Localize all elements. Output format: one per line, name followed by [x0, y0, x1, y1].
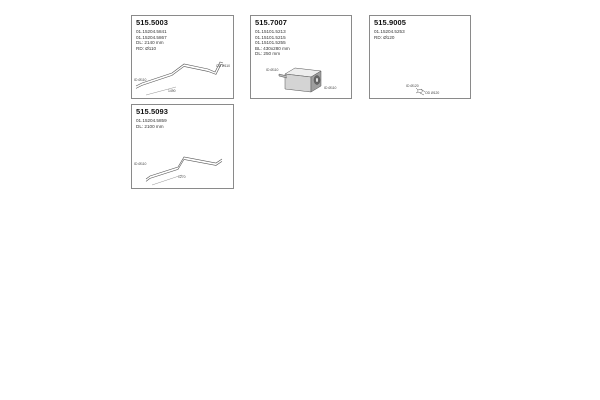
- oem-number: 01.15101.5213: [255, 29, 286, 34]
- length-spec: DL: 250 mm: [255, 51, 281, 57]
- length-label: 1270: [178, 175, 186, 179]
- oem-number: 01.15101.5215: [255, 34, 286, 40]
- part-number: 515.7007: [255, 18, 288, 27]
- part-number: 515.9005: [374, 18, 407, 27]
- part-card-515-7007: [250, 15, 352, 99]
- length-spec: DL: 2100 mm: [136, 123, 164, 129]
- oem-number: 01.15204.5859: [136, 118, 167, 123]
- pipe-drawing: [132, 105, 235, 190]
- inlet-diameter-label: ID Ø110: [134, 162, 147, 166]
- oem-number: 01.15204.5841: [136, 29, 167, 34]
- length-spec: DL: 2140 mm: [136, 40, 164, 46]
- outlet-diameter-label: OD Ø110: [216, 64, 231, 68]
- oem-number: 01.15204.5253: [374, 29, 405, 34]
- inlet-diameter-label: ID Ø110: [134, 78, 147, 82]
- inlet-diameter-label: ID Ø120: [406, 84, 419, 88]
- oem-number: 01.15204.5867: [136, 34, 167, 40]
- outlet-diameter-label: OD Ø120: [425, 91, 440, 95]
- pipe-drawing: [132, 16, 235, 100]
- part-number: 515.5093: [136, 107, 169, 116]
- outlet-diameter-label: ID Ø110: [324, 86, 337, 90]
- tailpipe-drawing: [370, 16, 472, 100]
- oem-number: 01.15101.5255: [255, 40, 286, 46]
- part-card-515-5003: [131, 15, 234, 99]
- diameter-spec: RD: Ø120: [374, 34, 395, 40]
- length-label: 1490: [168, 89, 176, 93]
- silencer-drawing: [251, 16, 353, 100]
- part-card-515-5093: [131, 104, 234, 189]
- body-size-spec: BL: 430x280 mm: [255, 45, 290, 51]
- part-number: 515.5003: [136, 18, 169, 27]
- part-card-515-9005: [369, 15, 471, 99]
- diameter-spec: RD: Ø110: [136, 45, 157, 51]
- inlet-diameter-label: ID Ø110: [266, 68, 279, 72]
